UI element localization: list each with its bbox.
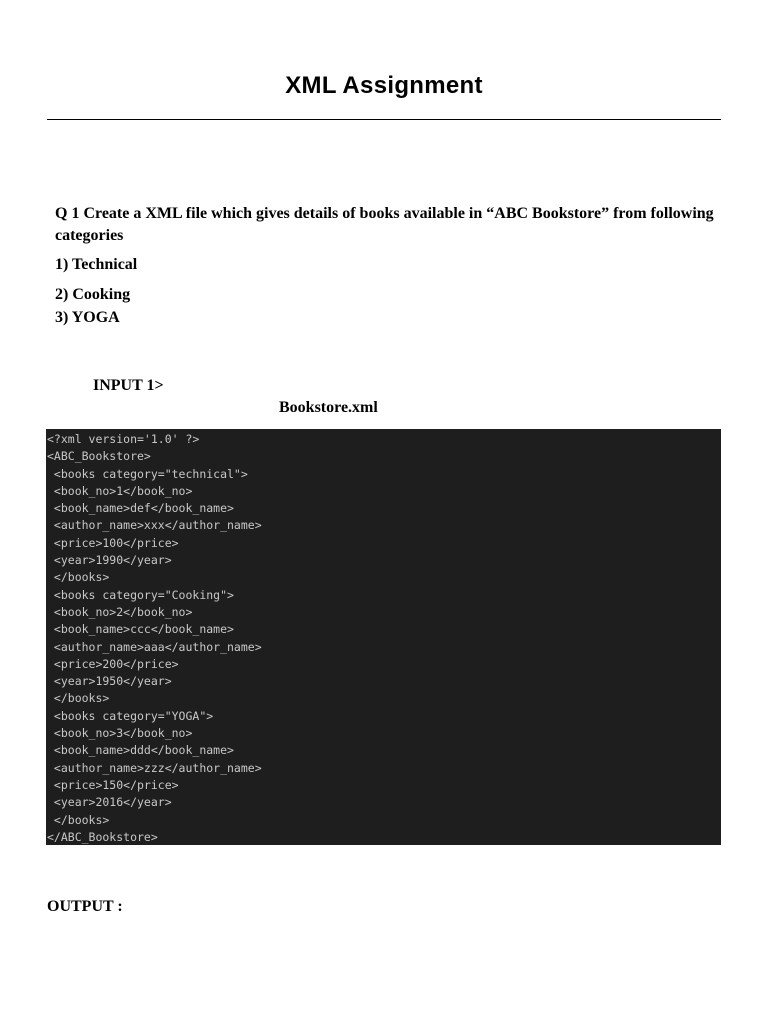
code-line: <price>100</price> — [47, 535, 179, 550]
code-line: <author_name>zzz</author_name> — [47, 760, 262, 775]
input-label: INPUT 1> — [93, 377, 164, 394]
code-line: </books> — [47, 570, 110, 585]
code-line: <books category="YOGA"> — [47, 708, 214, 723]
category-item-yoga: 3) YOGA — [55, 309, 120, 326]
code-line: <book_no>2</book_no> — [47, 604, 193, 619]
code-line: <book_no>3</book_no> — [47, 726, 193, 741]
code-line: <ABC_Bookstore> — [47, 449, 151, 464]
code-line: <book_name>ccc</book_name> — [47, 622, 234, 637]
code-line: <price>150</price> — [47, 777, 179, 792]
code-line: <books category="Cooking"> — [47, 587, 234, 602]
code-block — [46, 429, 721, 845]
code-line: <author_name>xxx</author_name> — [47, 518, 262, 533]
output-label: OUTPUT : — [47, 898, 123, 915]
question-text: Q 1 Create a XML file which gives details of books available in “ABC Bookstore” from following categories — [55, 205, 714, 244]
code-line: <book_no>1</book_no> — [47, 483, 193, 498]
code-line: <author_name>aaa</author_name> — [47, 639, 262, 654]
code-line: </books> — [47, 812, 110, 827]
code-line: <book_name>def</book_name> — [47, 501, 234, 516]
category-item-cooking: 2) Cooking — [55, 286, 131, 303]
code-line: <year>2016</year> — [47, 795, 172, 810]
code-line: <year>1950</year> — [47, 674, 172, 689]
title-divider — [47, 119, 721, 120]
code-line: <?xml version='1.0' ?> — [47, 432, 200, 446]
code-line: </ABC_Bookstore> — [47, 829, 158, 844]
code-line: <books category="technical"> — [47, 466, 248, 481]
file-name-caption: Bookstore.xml — [279, 399, 378, 416]
code-line: <book_name>ddd</book_name> — [47, 743, 234, 758]
code-line: <price>200</price> — [47, 656, 179, 671]
category-item-technical: 1) Technical — [55, 256, 138, 273]
code-line: <year>1990</year> — [47, 553, 172, 568]
page-title: XML Assignment — [285, 72, 483, 99]
code-line: </books> — [47, 691, 110, 706]
